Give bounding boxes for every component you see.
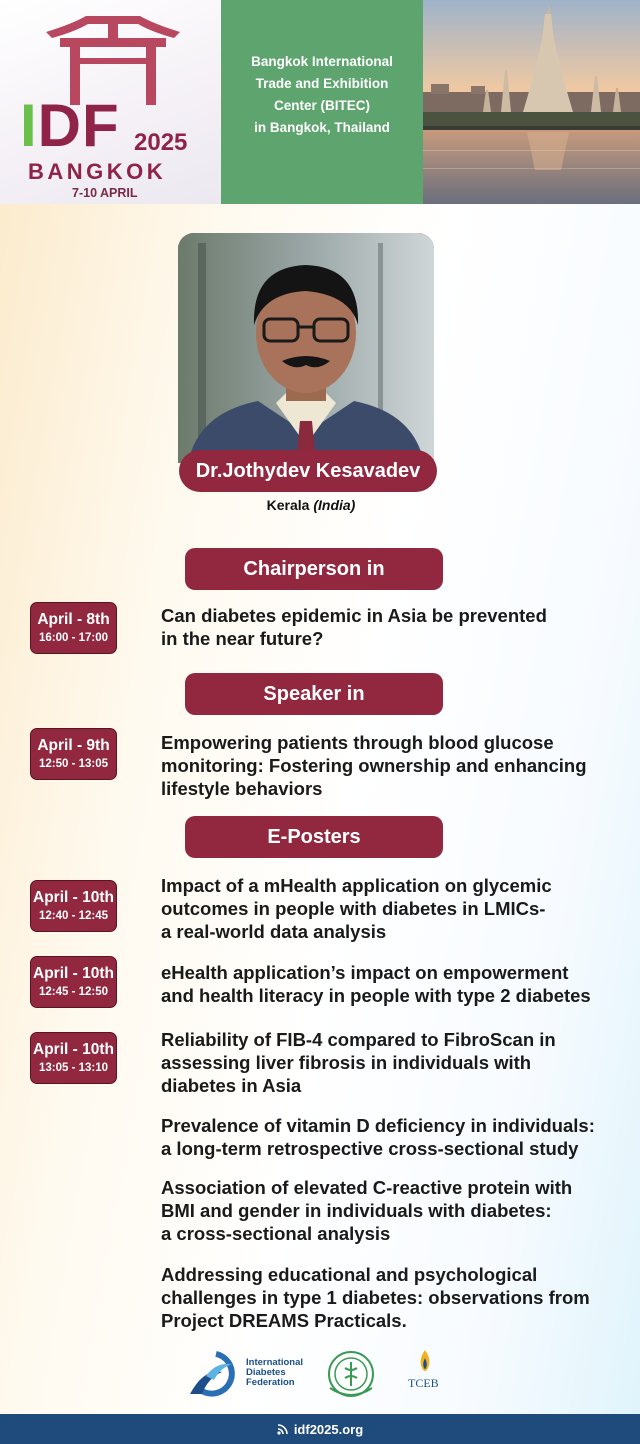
session-time: 16:00 - 17:00 [38, 632, 109, 644]
temple-skyline-image [423, 0, 640, 204]
idf-federation-line: Diabetes [246, 1367, 286, 1378]
chairperson-heading: Chairperson in [185, 548, 443, 590]
idf-federation-icon [186, 1350, 244, 1398]
location-region: Kerala [266, 497, 310, 513]
idf-logo-text: IDF [20, 92, 120, 159]
logo-year: 2025 [134, 129, 188, 156]
footer-bar [0, 1414, 640, 1444]
location-country: (India) [313, 497, 356, 513]
website-link[interactable]: idf2025.org [293, 1421, 364, 1437]
logo-city: BANGKOK [28, 159, 167, 184]
session-title: Can diabetes epidemic in Asia be prevented in the near future? [161, 605, 547, 649]
eposters-heading: E-Posters [185, 816, 443, 858]
session-title: Empowering patients through blood glucose monitoring: Fostering ownership and enhancing lifestyle behaviors [161, 732, 587, 799]
bangkok-temple-photo [423, 0, 640, 204]
poster-date-badge [30, 880, 117, 932]
poster-date-badge [30, 956, 117, 1008]
venue-text: Bangkok International Trade and Exhibition Center (BITEC) in Bangkok, Thailand [251, 54, 393, 135]
idf-federation-line: Federation [246, 1377, 295, 1388]
poster-date: April - 10th [33, 1041, 114, 1058]
poster-date: April - 10th [33, 965, 114, 982]
speaker-photo [178, 233, 434, 463]
poster-time: 12:45 - 12:50 [38, 986, 109, 998]
idf-federation-line: International [246, 1357, 304, 1368]
session-date: April - 8th [37, 611, 110, 628]
poster-date: April - 10th [33, 889, 114, 906]
logo-dates: 7-10 APRIL [72, 186, 138, 200]
poster-date-badge [30, 1032, 117, 1084]
poster-title: Addressing educational and psychological challenges in type 1 diabetes: observations from Project DREAMS Practicals. [161, 1264, 590, 1331]
poster-title: Prevalence of vitamin D deficiency in individuals: a long-term retrospective cross-sectional study [161, 1115, 595, 1159]
poster-title: Impact of a mHealth application on glycemic outcomes in people with diabetes in LMICs- a real-world data analysis [161, 875, 552, 942]
rss-icon [277, 1423, 289, 1435]
session-date-badge [30, 602, 117, 654]
tceb-flame-icon [416, 1350, 434, 1376]
session-date: April - 9th [37, 737, 110, 754]
poster-time: 12:40 - 12:45 [38, 910, 109, 922]
speaker-in-heading: Speaker in [185, 673, 443, 715]
session-time: 12:50 - 13:05 [38, 758, 109, 770]
tceb-label: TCEB [408, 1376, 439, 1390]
poster-title: Association of elevated C-reactive protein with BMI and gender in individuals with diabetes: a cross-sectional analysis [161, 1177, 573, 1244]
speaker-location [178, 497, 444, 513]
session-date-badge [30, 728, 117, 780]
partner-logos [0, 1346, 640, 1406]
speaker-name: Dr.Jothydev Kesavadev [179, 450, 437, 492]
association-seal-icon [320, 1350, 382, 1400]
poster-title: Reliability of FIB-4 compared to FibroScan in assessing liver fibrosis in individuals with diabetes in Asia [161, 1029, 556, 1096]
idf-federation-label [246, 1358, 303, 1388]
venue-panel [221, 0, 423, 204]
speaker-portrait [178, 233, 434, 463]
event-header [0, 0, 640, 204]
poster-title: eHealth application’s impact on empowerment and health literacy in people with type 2 diabetes [161, 962, 591, 1006]
idf-2025-logo [0, 0, 221, 204]
poster-time: 13:05 - 13:10 [38, 1062, 109, 1074]
